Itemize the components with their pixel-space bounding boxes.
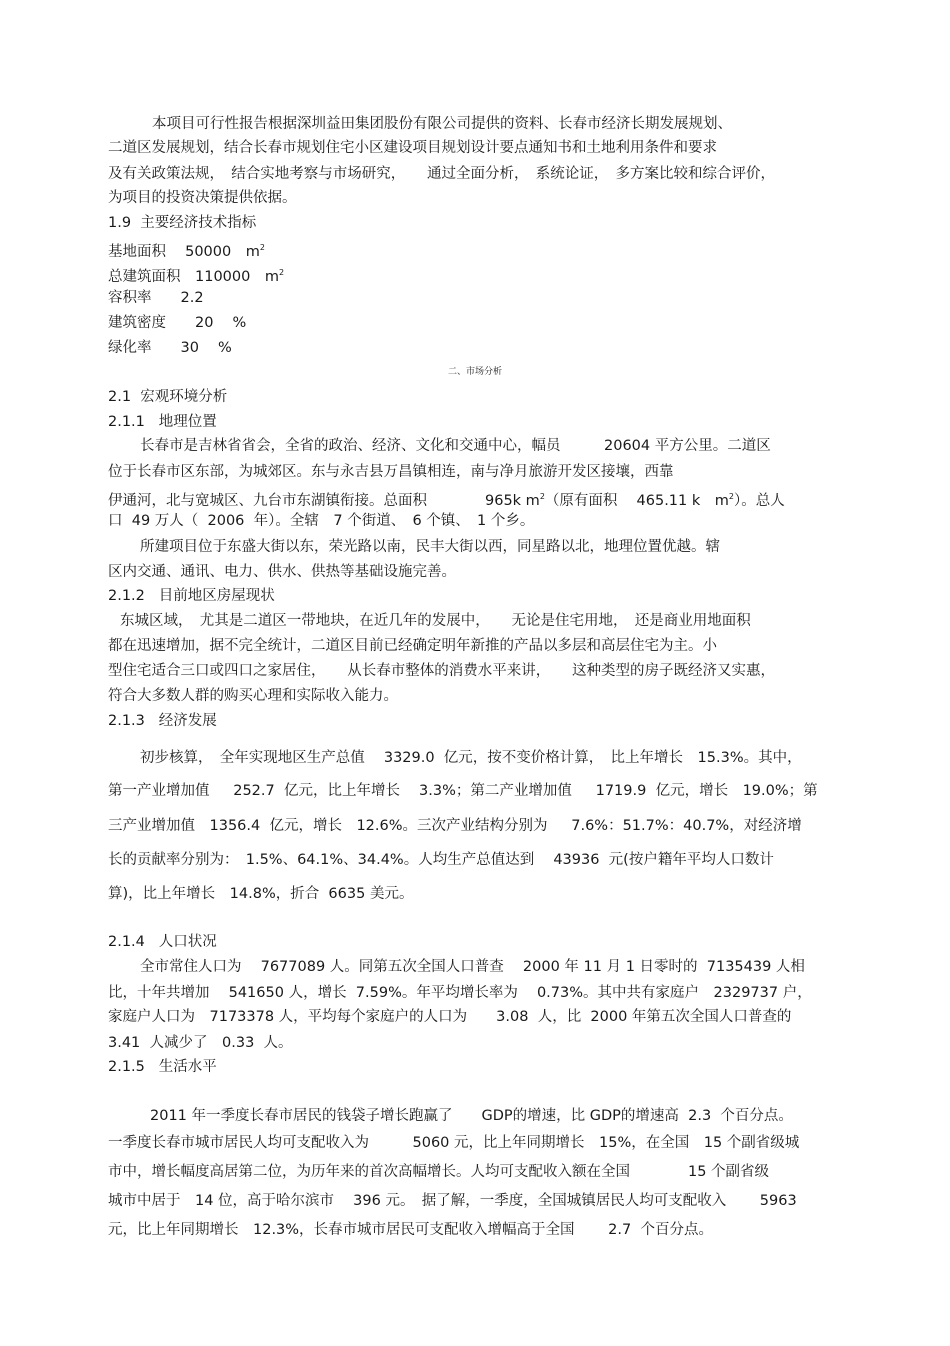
paragraph-line: 型住宅适合三口或四口之家居住， 从长春市整体的消费水平来讲， 这种类型的房子既经济又实惠，: [108, 663, 775, 679]
paragraph-line: 所建项目位于东盛大街以东，荣光路以南，民丰大街以西，同星路以北，地理位置优越。辖: [140, 539, 720, 555]
paragraph-line: 算)，比上年增长 14.8%，折合 6635 美元。: [108, 886, 414, 902]
paragraph-line: 全市常住人口为 7677089 人。同第五次全国人口普查 2000 年 11 月 1 日零时的 7135439 人相: [140, 959, 805, 975]
paragraph-line: 长春市是吉林省省会，全省的政治、经济、文化和交通中心，幅员 20604 平方公里。二道区: [140, 438, 771, 454]
section-heading: 2.1.4 人口状况: [108, 934, 217, 950]
paragraph-line: 区内交通、通讯、电力、供水、供热等基础设施完善。: [108, 564, 456, 580]
paragraph-line: 初步核算， 全年实现地区生产总值 3329.0 亿元，按不变价格计算， 比上年增长 15.3%。其中，: [140, 750, 802, 766]
paragraph-line: 城市中居于 14 位，高于哈尔滨市 396 元。 据了解，一季度，全国城镇居民人均可支配收入 5963: [108, 1193, 797, 1209]
paragraph-line: 第一产业增加值 252.7 亿元，比上年增长 3.3%；第二产业增加值 1719.9 亿元，增长 19.0%；第: [108, 783, 818, 799]
paragraph-line: 长的贡献率分别为： 1.5%、64.1%、34.4%。人均生产总值达到 43936 元(按户籍年平均人口数计: [108, 852, 774, 868]
indicator-far: 容积率 2.2: [108, 290, 204, 306]
paragraph-line: 三产业增加值 1356.4 亿元，增长 12.6%。三次产业结构分别为 7.6%：51.7%：40.7%，对经济增: [108, 818, 802, 834]
indicator-site-area: 基地面积 50000 $m^2$: [108, 243, 265, 260]
paragraph-line: 市中，增长幅度高居第二位，为历年来的首次高幅增长。人均可支配收入额在全国 15 个副省级: [108, 1164, 770, 1180]
chapter-title: 二、市场分析: [447, 367, 502, 377]
section-heading: 2.1.2 目前地区房屋现状: [108, 588, 275, 604]
intro-line: 二道区发展规划，结合长春市规划住宅小区建设项目规划设计要点通知书和土地利用条件和要求: [108, 140, 717, 156]
section-heading: 2.1.5 生活水平: [108, 1059, 217, 1075]
paragraph-line: 都在迅速增加，据不完全统计，二道区目前已经确定明年新推的产品以多层和高层住宅为主。小: [108, 638, 717, 654]
paragraph-line: 伊通河，北与宽城区、九台市东湖镇衔接。总面积 965k $m^2$（原有面积 465.11 k $m^2$）。总人: [108, 492, 785, 509]
paragraph-line: 家庭户人口为 7173378 人，平均每个家庭户的人口为 3.08 人，比 2000 年第五次全国人口普查的: [108, 1009, 792, 1025]
paragraph-line: 比，十年共增加 541650 人，增长 7.59%。年平均增长率为 0.73%。其中共有家庭户 2329737 户，: [108, 985, 812, 1001]
intro-line: 本项目可行性报告根据深圳益田集团股份有限公司提供的资料、长春市经济长期发展规划、: [152, 116, 732, 132]
indicator-gfa: 总建筑面积 110000 $m^2$: [108, 268, 285, 285]
paragraph-line: 位于长春市区东部，为城郊区。东与永吉县万昌镇相连，南与净月旅游开发区接壤，西靠: [108, 464, 674, 480]
paragraph-line: 3.41 人减少了 0.33 人。: [108, 1035, 293, 1051]
intro-line: 及有关政策法规， 结合实地考察与市场研究， 通过全面分析， 系统论证， 多方案比较和综合评价，: [108, 166, 775, 182]
paragraph-line: 符合大多数人群的购买心理和实际收入能力。: [108, 688, 398, 704]
indicator-green: 绿化率 30 %: [108, 340, 232, 356]
indicator-density: 建筑密度 20 %: [108, 315, 247, 331]
paragraph-line: 口 49 万人（ 2006 年）。全辖 7 个街道、 6 个镇、 1 个乡。: [108, 513, 535, 529]
paragraph-line: 2011 年一季度长春市居民的钱袋子增长跑赢了 GDP的增速，比 GDP的增速高 2.3 个百分点。: [150, 1108, 793, 1124]
section-heading: 1.9 主要经济技术指标: [108, 215, 257, 231]
intro-line: 为项目的投资决策提供依据。: [108, 190, 297, 206]
paragraph-line: 东城区域， 尤其是二道区一带地块，在近几年的发展中， 无论是住宅用地， 还是商业用地面积: [120, 613, 751, 629]
section-heading: 2.1.1 地理位置: [108, 414, 217, 430]
section-heading: 2.1 宏观环境分析: [108, 389, 228, 405]
paragraph-line: 元，比上年同期增长 12.3%，长春市城市居民可支配收入增幅高于全国 2.7 个百分点。: [108, 1222, 713, 1238]
paragraph-line: 一季度长春市城市居民人均可支配收入为 5060 元，比上年同期增长 15%，在全国 15 个副省级城: [108, 1135, 800, 1151]
section-heading: 2.1.3 经济发展: [108, 713, 217, 729]
